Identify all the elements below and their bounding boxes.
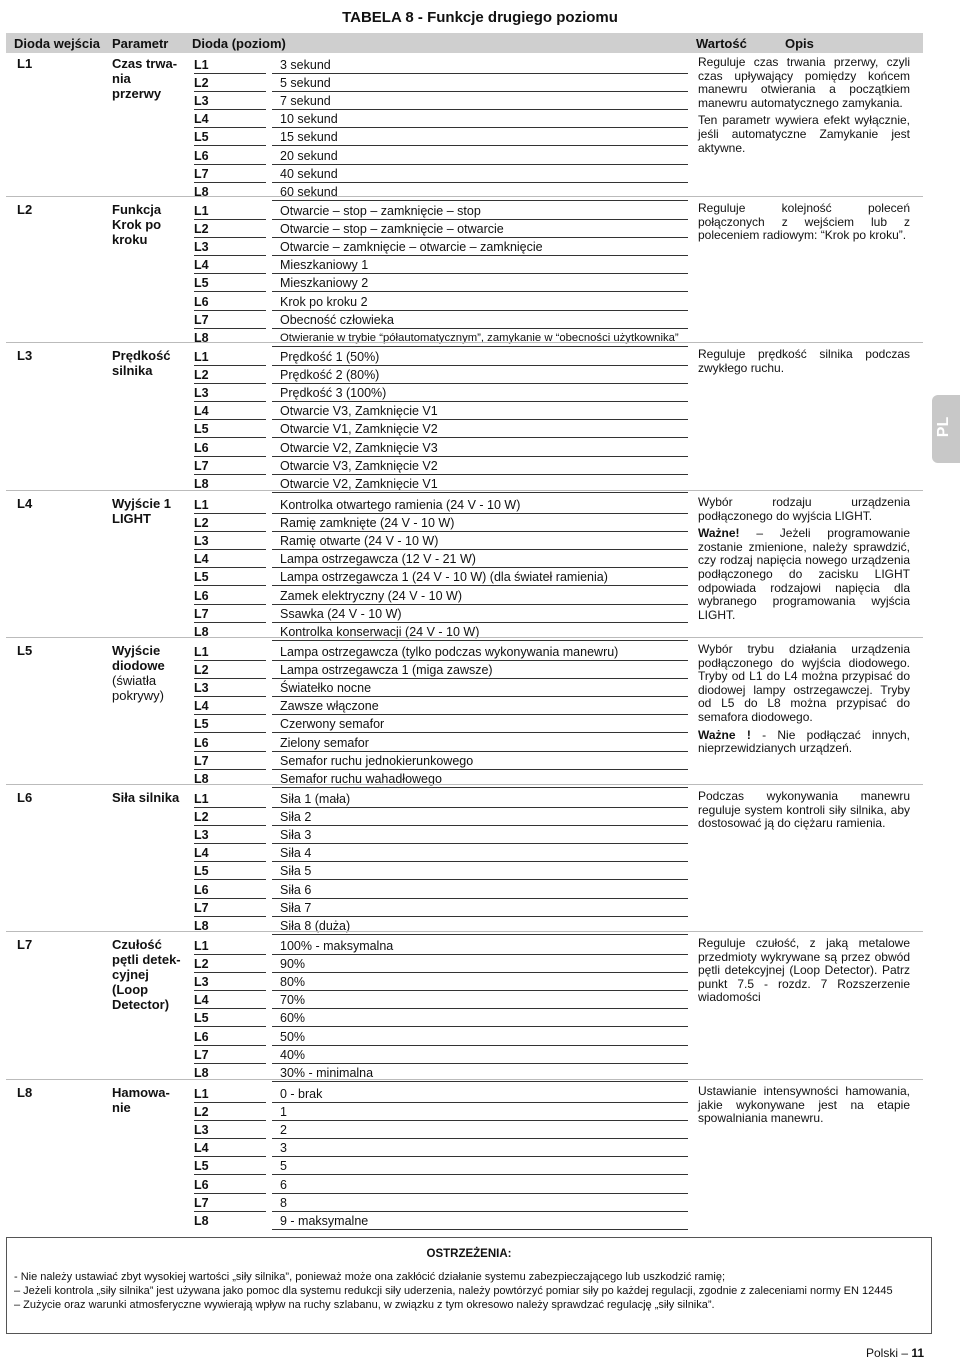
level-value: Mieszkaniowy 1 [280, 258, 369, 273]
table-row [0, 420, 960, 438]
parameter-name-line: pokrywy) [112, 688, 165, 703]
level-led: L6 [194, 148, 209, 163]
description-note [698, 729, 910, 756]
level-led: L1 [194, 1087, 209, 1101]
row-divider [272, 787, 688, 788]
level-value: 10 sekund [280, 112, 338, 127]
level-value: Siła 6 [280, 882, 312, 897]
level-led: L3 [194, 94, 209, 109]
function-description [698, 937, 910, 1009]
parameter-name-line: LIGHT [112, 511, 151, 526]
parameter-name-line: Czas trwa- [112, 56, 178, 71]
level-led: L7 [194, 1195, 209, 1210]
level-value: Siła 3 [280, 828, 312, 843]
parameter-name-line: silnika [112, 363, 153, 378]
level-value: Prędkość 3 (100%) [280, 386, 387, 401]
level-value: 30% - minimalna [280, 1065, 374, 1080]
group-separator [6, 196, 923, 197]
level-led: L2 [194, 368, 209, 383]
parameter-name-line: Wyjście 1 [112, 496, 172, 511]
level-led: L4 [194, 846, 209, 861]
level-led: L7 [194, 753, 209, 768]
level-value: 5 sekund [280, 76, 331, 91]
parameter-name-line: przerwy [112, 86, 162, 101]
warnings-box [6, 1237, 932, 1334]
parameter-name-line: Detector) [112, 997, 170, 1012]
level-led: L5 [194, 422, 209, 437]
level-led: L7 [194, 900, 209, 915]
level-value: Obecność człowieka [280, 312, 394, 327]
level-led: L6 [194, 294, 209, 309]
level-value: Lampa ostrzegawcza 1 (miga zawsze) [280, 663, 493, 678]
level-value: 40 sekund [280, 166, 338, 181]
footer-language: Polski [866, 1346, 899, 1360]
table-row [0, 1009, 960, 1027]
level-led: L3 [194, 1123, 209, 1138]
level-led: L4 [194, 404, 209, 419]
level-led: L4 [194, 112, 209, 127]
table-row [0, 1194, 960, 1212]
level-value: 90% [280, 957, 306, 972]
level-value: 6 [280, 1177, 287, 1192]
level-led: L2 [194, 957, 209, 972]
level-led: L3 [194, 828, 209, 843]
table-row [0, 844, 960, 862]
description-note-label: Ważne! [698, 526, 740, 541]
level-value: 3 [280, 1141, 287, 1156]
description-paragraph: Reguluje prędkość silnika podczas zwykłego ruchu. [698, 347, 910, 375]
description-paragraph: Podczas wykonywania manewru reguluje system kontroli siły silnika, aby dostosować ją do ciężaru ramienia. [698, 789, 910, 831]
description-paragraph: Wybór trybu działania urządzenia podłączonego do wyjścia diodowego. Tryby od L1 do L4 można przypisać do diodowej lampy ostrzegawczej. Tryby od L5 do L8 można przypisać do semafora diodowego. [698, 642, 910, 724]
level-led: L7 [194, 1047, 209, 1062]
table-row [0, 1176, 960, 1194]
level-led: L8 [194, 1213, 209, 1228]
input-led-code: L2 [17, 202, 33, 217]
parameter-name-line: (światła [112, 673, 157, 688]
description-paragraph: Wybór rodzaju urządzenia podłączonego do wyjścia LIGHT. [698, 495, 910, 523]
table-row [0, 881, 960, 899]
level-value: Siła 8 (duża) [280, 918, 351, 933]
table-row [0, 439, 960, 457]
level-led: L2 [194, 810, 209, 825]
language-tab-label: PL [935, 416, 953, 438]
table-row [0, 1157, 960, 1175]
description-note-label: Ważne ! [698, 727, 751, 742]
description-paragraph: Ten parametr wywiera efekt wyłącznie, jeśli automatyczne Zamykanie jest aktywne. [698, 113, 910, 155]
level-led: L8 [194, 918, 209, 933]
table-row [0, 1028, 960, 1046]
level-led: L4 [194, 552, 209, 567]
table-row [0, 1139, 960, 1157]
description-note [698, 527, 910, 622]
level-value: Semafor ruchu jednokierunkowego [280, 753, 474, 768]
table-row [0, 329, 960, 347]
parameter-name-line: nie [112, 1100, 131, 1115]
level-value: Lampa ostrzegawcza (12 V - 21 W) [280, 552, 476, 567]
level-led: L8 [194, 476, 209, 491]
level-value: Ramię zamknięte (24 V - 10 W) [280, 516, 455, 531]
group-separator [6, 637, 923, 638]
level-led: L1 [194, 645, 209, 659]
input-led-code: L3 [17, 348, 33, 363]
level-value: 1 [280, 1105, 287, 1120]
level-led: L5 [194, 276, 209, 291]
level-value: 0 - brak [280, 1087, 323, 1101]
parameter-name-line: Wyjście [112, 643, 161, 658]
function-description [698, 348, 910, 379]
level-value: Otwarcie – stop – zamknięcie – otwarcie [280, 222, 504, 237]
parameter-name-line: nia [112, 71, 131, 86]
table-title: TABELA 8 - Funkcje drugiego poziomu [342, 9, 618, 26]
table-row [0, 1212, 960, 1230]
description-paragraph: Reguluje czułość, z jaką metalowe przedmioty wykrywane są przez obwód pętli detekcyjnej (Loop Detector). Patrz punkt 7.5 - rozdz. 7 Rozszerzenie wiadomości [698, 936, 910, 1005]
level-led: L8 [194, 184, 209, 199]
level-value: Otwarcie V3, Zamknięcie V1 [280, 404, 438, 419]
header-description: Opis [785, 36, 814, 51]
level-led: L6 [194, 882, 209, 897]
level-led: L2 [194, 76, 209, 91]
level-led: L7 [194, 606, 209, 621]
level-value: 9 - maksymalne [280, 1213, 369, 1228]
row-divider [272, 1229, 688, 1230]
warning-line: – Jeżeli kontrola „siły silnika” jest używana jako pomoc dla systemu redukcji siły uderzenia, należy powtórzyć pomiar siły po każdej regulacji, zgodnie z zaleceniami normy EN 12445 [14, 1285, 893, 1297]
header-value: Wartość [696, 36, 747, 51]
page-footer [866, 1346, 924, 1360]
warning-line: - Nie należy ustawiać zbyt wysokiej wartości „siły silnika”, ponieważ może ona zakłócić działanie systemu zabezpieczającego lub uszkodzić ramię; [14, 1271, 726, 1283]
row-divider [272, 934, 688, 935]
table-row [0, 183, 960, 201]
level-led: L7 [194, 458, 209, 473]
level-led: L8 [194, 330, 209, 345]
input-led-code: L1 [17, 56, 33, 71]
level-led: L7 [194, 312, 209, 327]
level-value: Lampa ostrzegawcza (tylko podczas wykonywania manewru) [280, 645, 619, 659]
table-row [0, 384, 960, 402]
function-description [698, 496, 910, 626]
level-led: L1 [194, 58, 209, 72]
table-row [0, 1046, 960, 1064]
level-led: L6 [194, 735, 209, 750]
parameter-name-line: Siła silnika [112, 790, 180, 805]
group-separator [6, 490, 923, 491]
table-row [0, 165, 960, 183]
level-value: Zawsze włączone [280, 699, 379, 714]
level-value: 2 [280, 1123, 287, 1138]
level-led: L3 [194, 386, 209, 401]
function-description [698, 202, 910, 247]
level-value: Siła 4 [280, 846, 312, 861]
level-value: Kontrolka otwartego ramienia (24 V - 10 W) [280, 498, 521, 512]
level-led: L7 [194, 166, 209, 181]
level-led: L4 [194, 258, 209, 273]
table-row [0, 311, 960, 329]
level-led: L1 [194, 204, 209, 218]
group-separator [6, 342, 923, 343]
table-row [0, 862, 960, 880]
row-divider [272, 1081, 688, 1082]
table-row [0, 274, 960, 292]
level-led: L6 [194, 1177, 209, 1192]
language-tab [932, 395, 960, 463]
level-led: L6 [194, 440, 209, 455]
level-led: L3 [194, 975, 209, 990]
level-value: 60% [280, 1011, 306, 1026]
level-value: Siła 5 [280, 864, 312, 879]
row-divider [272, 200, 688, 201]
table-row [0, 293, 960, 311]
level-led: L5 [194, 130, 209, 145]
level-led: L2 [194, 222, 209, 237]
header-parameter: Parametr [112, 36, 169, 51]
level-value: Światełko nocne [280, 681, 372, 696]
level-led: L5 [194, 1159, 209, 1174]
group-separator [6, 1079, 923, 1080]
level-led: L1 [194, 792, 209, 806]
level-value: Siła 1 (mała) [280, 792, 351, 806]
level-value: Mieszkaniowy 2 [280, 276, 369, 291]
level-led: L8 [194, 624, 209, 639]
level-value: Ramię otwarte (24 V - 10 W) [280, 534, 439, 549]
parameter-name-line: cyjnej [112, 967, 149, 982]
level-value: Zamek elektryczny (24 V - 10 W) [280, 588, 462, 603]
level-led: L8 [194, 771, 209, 786]
description-note-text: - Nie podłączać innych, nieprzewidzianych urządzeń. [698, 727, 911, 756]
input-led-code: L6 [17, 790, 33, 805]
parameter-name-line: Czułość [112, 937, 162, 952]
level-value: Siła 2 [280, 810, 312, 825]
parameter-name-line: (Loop [112, 982, 149, 997]
level-value: Czerwony semafor [280, 717, 385, 732]
page-number: 11 [911, 1346, 925, 1360]
group-separator [6, 784, 923, 785]
header-level-led: Dioda (poziom) [192, 36, 286, 51]
row-divider [272, 640, 688, 641]
level-led: L4 [194, 699, 209, 714]
table-row [0, 457, 960, 475]
parameter-name-line: kroku [112, 232, 148, 247]
description-paragraph: Ustawianie intensywności hamowania, jakie wykonywane jest na etapie spowalniania manewru. [698, 1084, 910, 1126]
level-led: L2 [194, 516, 209, 531]
level-value: Kontrolka konserwacji (24 V - 10 W) [280, 624, 480, 639]
parameter-name-line: diodowe [112, 658, 165, 673]
description-paragraph: Reguluje kolejność poleceń połączonych z wejściem lub z poleceniem radiowym: “Krok po kroku”. [698, 201, 910, 243]
level-value: Otwieranie w trybie “półautomatycznym”, zamykanie w “obecności użytkownika” [280, 331, 679, 344]
level-value: 15 sekund [280, 130, 338, 145]
level-value: Otwarcie V3, Zamknięcie V2 [280, 458, 438, 473]
level-value: Otwarcie V1, Zamknięcie V2 [280, 422, 438, 437]
level-led: L5 [194, 1011, 209, 1026]
level-value: Prędkość 1 (50%) [280, 350, 380, 364]
level-value: 8 [280, 1195, 287, 1210]
level-value: 7 sekund [280, 94, 331, 109]
row-divider [272, 346, 688, 347]
table-row [0, 402, 960, 420]
level-led: L3 [194, 240, 209, 255]
level-led: L4 [194, 1141, 209, 1156]
level-led: L1 [194, 498, 209, 512]
level-value: Zielony semafor [280, 735, 369, 750]
level-value: Ssawka (24 V - 10 W) [280, 606, 402, 621]
table-row [0, 899, 960, 917]
level-value: 50% [280, 1029, 306, 1044]
parameter-name-line: Krok po [112, 217, 162, 232]
level-value: Krok po kroku 2 [280, 294, 368, 309]
input-led-code: L8 [17, 1085, 33, 1100]
level-value: 3 sekund [280, 58, 331, 72]
description-note-text: – Jeżeli programowanie zostanie zmienione, należy sprawdzić, czy rodzaj napięcia nowego urządzenia podłączonego do zacisku LIGHT odpowiada rodzajowi napięcia dla wybranego programowania wyjścia LIGHT. [698, 526, 910, 622]
level-value: Lampa ostrzegawcza 1 (24 V - 10 W) (dla świateł ramienia) [280, 570, 608, 585]
function-description [698, 643, 910, 760]
level-led: L5 [194, 570, 209, 585]
level-value: Otwarcie – stop – zamknięcie – stop [280, 204, 481, 218]
input-led-code: L4 [17, 496, 33, 511]
function-description [698, 790, 910, 835]
level-value: 40% [280, 1047, 306, 1062]
level-led: L2 [194, 1105, 209, 1120]
level-led: L1 [194, 350, 209, 364]
input-led-code: L5 [17, 643, 33, 658]
level-value: 80% [280, 975, 306, 990]
row-divider [272, 492, 688, 493]
level-led: L5 [194, 864, 209, 879]
warnings-title: OSTRZEŻENIA: [426, 1248, 512, 1260]
level-led: L8 [194, 1065, 209, 1080]
level-value: Siła 7 [280, 900, 312, 915]
function-description [698, 56, 910, 159]
level-value: Semafor ruchu wahadłowego [280, 771, 442, 786]
level-led: L3 [194, 534, 209, 549]
level-value: 20 sekund [280, 148, 338, 163]
group-separator [6, 931, 923, 932]
parameter-name-line: Prędkość [112, 348, 171, 363]
level-led: L4 [194, 993, 209, 1008]
level-led: L6 [194, 588, 209, 603]
function-description [698, 1085, 910, 1130]
description-paragraph: Reguluje czas trwania przerwy, czyli czas upływający pomiędzy końcem manewru otwierania a początkiem manewru automatycznego zamykania. [698, 55, 910, 110]
input-led-code: L7 [17, 937, 33, 952]
level-value: Otwarcie V2, Zamknięcie V1 [280, 476, 438, 491]
level-value: 5 [280, 1159, 287, 1174]
level-value: Prędkość 2 (80%) [280, 368, 380, 383]
level-value: Otwarcie – zamknięcie – otwarcie – zamknięcie [280, 240, 543, 255]
parameter-name-line: Funkcja [112, 202, 162, 217]
parameter-name-line: Hamowa- [112, 1085, 170, 1100]
footer-separator: – [898, 1346, 912, 1360]
level-led: L2 [194, 663, 209, 678]
level-value: 60 sekund [280, 184, 338, 199]
header-input-led: Dioda wejścia [14, 36, 100, 51]
level-led: L5 [194, 717, 209, 732]
level-led: L1 [194, 939, 209, 953]
level-led: L3 [194, 681, 209, 696]
level-value: Otwarcie V2, Zamknięcie V3 [280, 440, 438, 455]
table-row [0, 256, 960, 274]
level-value: 100% - maksymalna [280, 939, 394, 953]
level-led: L6 [194, 1029, 209, 1044]
parameter-name-line: pętli detek- [112, 952, 181, 967]
level-value: 70% [280, 993, 306, 1008]
table-header [6, 33, 923, 53]
warning-line: – Zużycie oraz warunki atmosferyczne wywierają wpływ na ruchy szlabanu, w związku z tym okresowo należy sprawdzać regulację „siły silnika”. [14, 1299, 715, 1311]
